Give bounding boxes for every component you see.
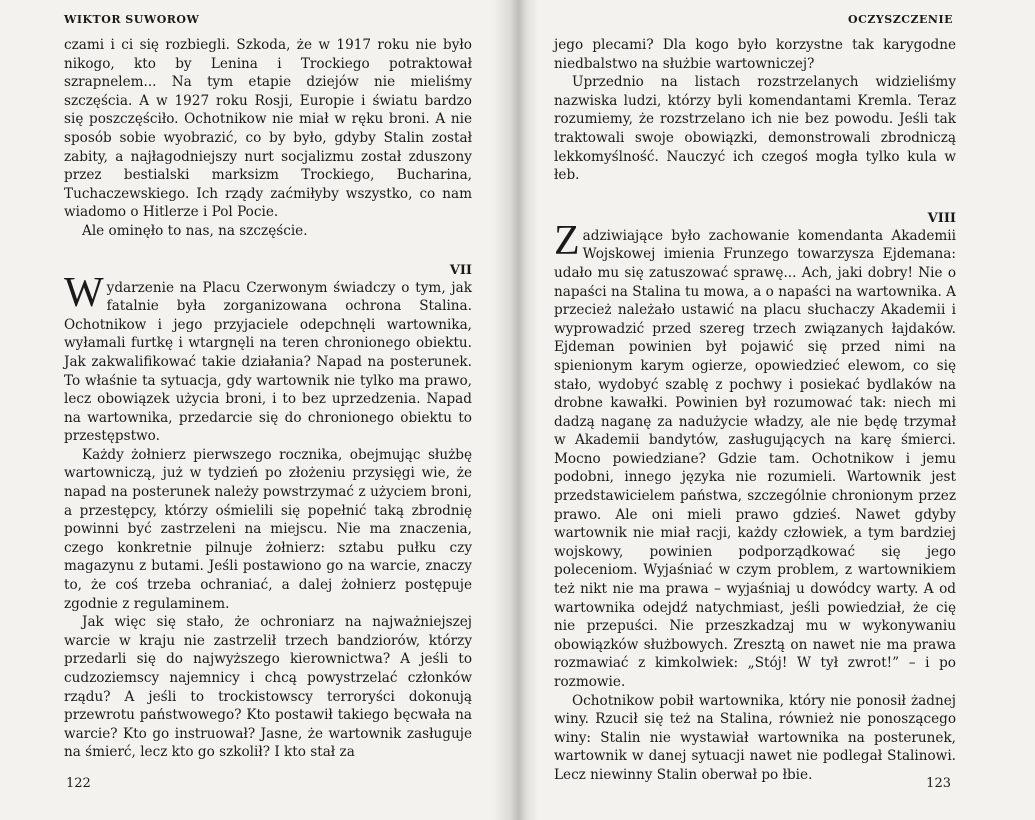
paragraph: Jak więc się stało, że ochroniarz na najważniejszej warcie w kraju nie zastrzelił trzech bandziorów, którzy przedarli się do najwyższego kierownictwa? A jeśli to cudzoziemscy najemnicy i chcą powystrzelać członków rządu? A jeśli to trockistowscy terroryści dokonują przewrotu państwowego? Kto postawił takiego bęcwała na warcie? Kto go instruował? Jasne, że wartownik zasługuje na śmierć, lecz kto go szkolił? I kto stał za	[64, 614, 472, 761]
left-page-text	[64, 36, 472, 762]
running-header-author: WIKTOR SUWOROW	[64, 13, 200, 26]
right-page-text	[554, 36, 956, 785]
paragraph: czami i ci się rozbiegli. Szkoda, że w 1917 roku nie było nikogo, kto by Lenina i Trockiego potraktował szrapnelem... Na tym etapie dziejów nie mieliśmy szczęścia. A w 1927 roku Rosji, Europie i światu bardzo się poszczęściło. Ochotnikow nie miał w ręku broni. A nie sposób sobie wyobrazić, co by było, gdyby Stalin został zabity, a najłagodniejszy nurt socjalizmu został zduszony przez bestialski marksizm Trockiego, Bucharina, Tuchaczewskiego. Ich rządy zaćmiłyby wszystko, co nam wiadomo o Hitlerze i Pol Pocie.	[64, 37, 472, 221]
right-page	[518, 0, 1035, 820]
left-page	[0, 0, 510, 820]
section-number: VII	[449, 262, 472, 278]
paragraph: Uprzednio na listach rozstrzelanych widzieliśmy nazwiska ludzi, którzy byli komendantami Kremla. Teraz rozumiemy, że rozstrzelano ich nie bez powodu. Jeśli tak traktowali swoje obowiązki, demonstrowali zbrodniczą lekkomyślność. Nauczyć ich czegoś mogła tylko kula w łeb.	[554, 74, 956, 184]
paragraph-text: adziwiające było zachowanie komendanta Akademii Wojskowej imienia Frunzego towarzysza Ejdemana: udało mu się zatuszować sprawę... Ach, jaki dobry! Nie o napaści na Stalina tu mowa, a o napaści na wartownika. A przecież należało ustawić na placu słuchaczy Akademii i wyprowadzić przed szereg trzech związanych łajdaków. Ejdeman powinien był pojawić się przed nimi na spienionym karym ogierze, opowiedzieć elewom, co się stało, wydobyć szablę z pochwy i posiekać bydlaków na drobne kawałki. Powinien był rozumować tak: niech mi dadzą naganę za nadużycie władzy, ale nie będę trzymał w Akademii bandytów, zasługujących na karę śmierci. Mocno powiedziane? Gdzie tam. Ochotnikow i jemu podobni, innego języka nie rozumieli. Wartownik jest przedstawicielem państwa, szczególnie chronionym przez prawo. Ale oni mieli prawo gdzieś. Nawet gdyby wartownik nie miał racji, każdy człowiek, a tym bardziej wojskowy, powinien podporządkować się jego poleceniom. Wyjaśniać w czym problem, z wartownikiem też nikt nie ma prawa – wyjaśniaj u dowódcy warty. A od wartownika odejdź natychmiast, jeśli powiedział, że cię nie przepuści. Nie przeszkadzaj mu w wykonywaniu obowiązków służbowych. Zresztą on nawet nie ma prawa rozmawiać z kimkolwiek: „Stój! W tył zwrot!” – i po rozmowie.	[554, 227, 956, 690]
paragraph-text: ydarzenie na Placu Czerwonym świadczy o tym, jak fatalnie była zorganizowana ochrona Stalina. Ochotnikow i jego przyjaciele odepchnęli wartownika, wyłamali furtkę i wtargnęli na teren chronionego obiektu. Jak zakwalifikować takie działania? Napad na posterunek. To właśnie ta sytuacja, gdy wartownik nie tylko ma prawo, lecz obowiązek użycia broni, i to bez uprzedzenia. Napad na wartownika, przedarcie się do chronionego obiektu to przestępstwo.	[64, 279, 472, 445]
drop-cap: W	[64, 269, 104, 316]
paragraph: Ale ominęło to nas, na szczęście.	[82, 222, 308, 239]
running-header-title: OCZYSZCZENIE	[848, 13, 953, 26]
paragraph: Każdy żołnierz pierwszego rocznika, obejmując służbę wartowniczą, już w tydzień po złożeniu przysięgi wie, że napad na posterunek należy powstrzymać z użyciem broni, a przestępcy, którzy ośmielili się popełnić taką zbrodnię powinni być zastrzeleni na miejscu. Nie ma znaczenia, czego konkretnie pilnuje żołnierz: sztabu pułku czy magazynu z butami. Jeśli postawiono go na warcie, znaczy to, że coś trzeba ochraniać, a dalej żołnierz postępuje zgodnie z regulaminem.	[64, 446, 472, 612]
paragraph: Ochotnikow pobił wartownika, który nie ponosił żadnej winy. Rzucił się też na Stalina, również nie ponoszącego winy: Stalin nie wystawiał wartownika na posterunek, wartownik w danej sytuacji nawet nie podlegał Stalinowi. Lecz niewinny Stalin oberwał po łbie.	[554, 692, 956, 783]
book-gutter-shadow	[492, 0, 538, 820]
section-viii	[554, 211, 956, 785]
section-number: VIII	[927, 210, 956, 226]
paragraph: jego plecami? Dla kogo było korzystne tak karygodne niedbalstwo na służbie wartowniczej?	[554, 37, 956, 72]
drop-cap: Z	[554, 217, 580, 264]
page-number: 122	[66, 776, 91, 791]
page-number: 123	[926, 776, 951, 791]
section-vii	[64, 263, 472, 762]
